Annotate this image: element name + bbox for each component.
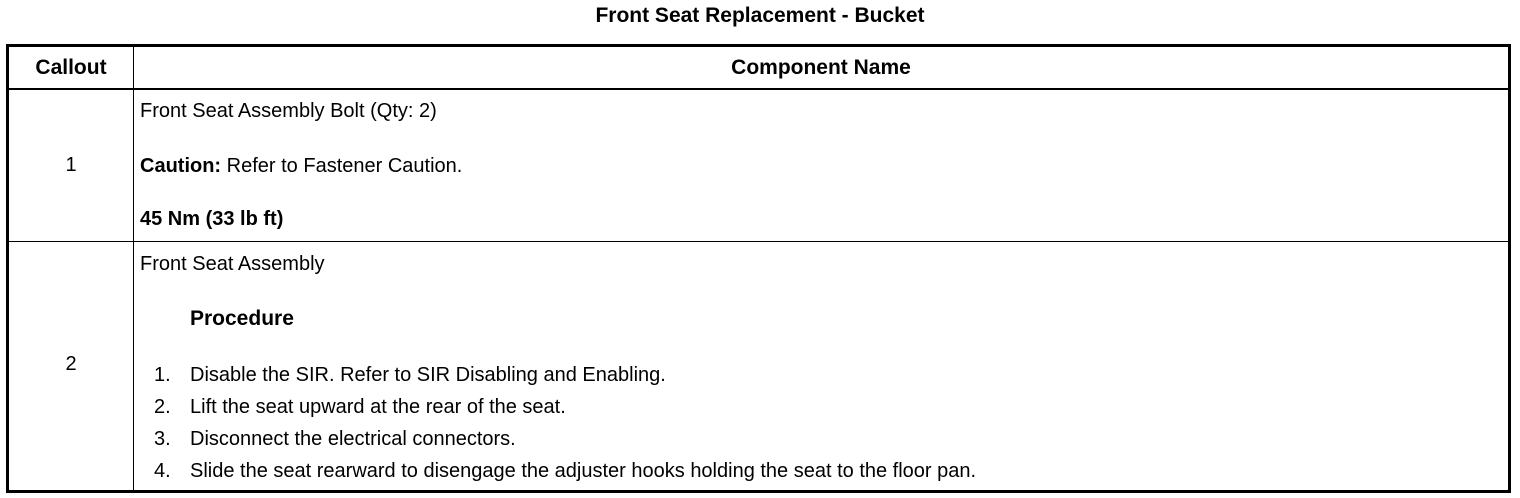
page-title: Front Seat Replacement - Bucket — [595, 4, 925, 27]
table-header-row — [9, 47, 1508, 90]
procedure-heading: Procedure — [190, 307, 294, 330]
step-text: Disconnect the electrical connectors. — [190, 428, 516, 450]
component-cell — [134, 242, 1508, 490]
component-cell — [134, 90, 1508, 241]
step-text: Slide the seat rearward to disengage the adjuster hooks holding the seat to the floor pan. — [190, 460, 977, 482]
component-name: Front Seat Assembly Bolt (Qty: 2) — [140, 100, 437, 122]
torque-spec: 45 Nm (33 lb ft) — [140, 208, 284, 230]
table-row — [9, 242, 1508, 490]
step-text: Lift the seat upward at the rear of the seat. — [190, 396, 566, 418]
caution-label: Caution: — [140, 155, 222, 177]
callout-cell: 1 — [9, 90, 134, 241]
component-name: Front Seat Assembly — [140, 253, 325, 275]
caution-note — [140, 154, 462, 178]
callout-number: 2 — [65, 353, 77, 375]
step-number: 3. — [154, 428, 171, 450]
procedure-step — [154, 395, 566, 419]
procedure-step — [154, 363, 666, 387]
component-table — [6, 44, 1511, 493]
caution-text: Refer to Fastener Caution. — [221, 155, 463, 177]
step-number: 2. — [154, 396, 171, 418]
header-component-name: Component Name — [731, 55, 911, 79]
procedure-step — [154, 427, 516, 451]
step-number: 4. — [154, 460, 171, 482]
step-text: Disable the SIR. Refer to SIR Disabling and Enabling. — [190, 364, 666, 386]
procedure-step — [154, 459, 976, 483]
callout-cell — [9, 242, 134, 490]
table-row — [9, 90, 1508, 242]
header-callout: Callout — [9, 47, 134, 88]
step-number: 1. — [154, 364, 171, 386]
